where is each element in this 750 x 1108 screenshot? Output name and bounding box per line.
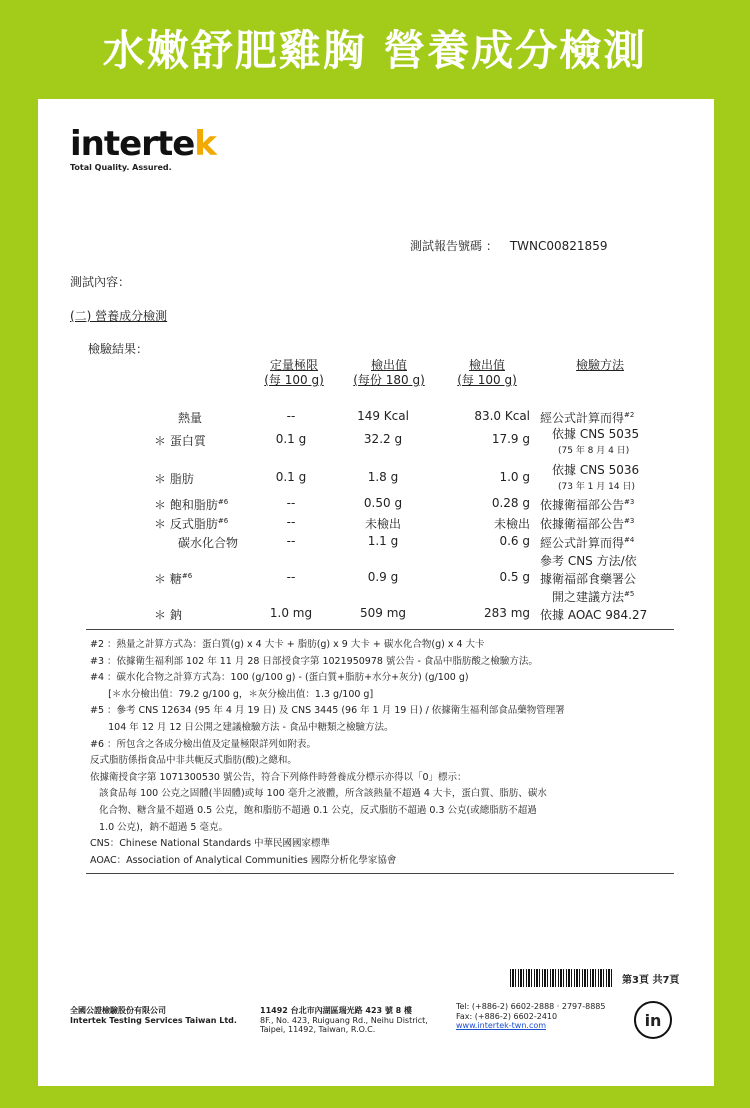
header-method: 檢驗方法: [575, 358, 624, 372]
row-transfat-limit: --: [286, 515, 296, 529]
address-line-1: 11492 台北市內湖區瑞光路 423 號 8 樓: [260, 1006, 413, 1015]
method-sugar-line3: 開之建議方法$^{\#5}$: [552, 590, 635, 604]
row-fat-limit: 0.1 g: [275, 470, 307, 484]
intertek-in-logo-icon: in: [634, 1001, 672, 1039]
row-sodium-serving: 509 mg: [359, 606, 407, 620]
note-2: #2 ：熱量之計算方式為：蛋白質(g) x 4 大卡 + 脂肪(g) x 9 大卡 + 碳水化合物(g) x 4 大卡: [90, 639, 485, 650]
row-fat-100g: 1.0 g: [499, 470, 530, 484]
page-indicator: 第3頁 共7頁: [622, 975, 680, 986]
method-sugar-line1: 參考 CNS 方法/依: [540, 554, 637, 568]
header-limit: 定量極限 (每 100 g): [264, 358, 324, 387]
contact-web-link[interactable]: www.intertek-twn.com: [456, 1021, 547, 1030]
row-sugar-100g: 0.5 g: [499, 570, 530, 584]
method-energy: 經公式計算而得$^{\#2}$: [540, 411, 635, 425]
note-5: #5 ：參考 CNS 12634 (95 年 4 月 19 日) 及 CNS 3445 (96 年 1 月 19 日) / 依據衛生福利部食品藥物管理署: [90, 705, 565, 717]
footer-contact: [456, 1002, 605, 1031]
contact-tel: Tel: (+886-2) 6602-2888 · 2797-8885: [456, 1002, 606, 1011]
note-6: #6 ：所包含之各成分檢出值及定量極限詳列如附表。: [90, 738, 317, 750]
footer-company: [70, 1006, 237, 1025]
footnotes: [90, 637, 660, 869]
row-fat-serving: 1.8 g: [367, 470, 399, 484]
row-transfat-name: ＊ 反式脂肪$^{\#6}$: [154, 517, 229, 531]
note-4: #4 ：碳水化合物之計算方式為：100 (g/100 g) - (蛋白質+脂肪+水分+灰分) (g/100 g): [90, 672, 469, 684]
row-sugar-serving: 0.9 g: [367, 570, 399, 584]
row-protein-serving: 32.2 g: [363, 432, 403, 446]
header-per-serving: 檢出值 (每份 180 g): [353, 358, 425, 387]
row-sodium-limit: 1.0 mg: [269, 606, 313, 620]
note-aoac: AOAC：Association of Analytical Communities 國際分析化學家協會: [90, 854, 397, 866]
row-sugar-name: ＊ 糖$^{\#6}$: [154, 572, 193, 586]
method-fat-date: (73 年 1 月 14 日): [558, 482, 635, 492]
logo-word-accent: k: [194, 124, 216, 164]
test-content-label: 測試內容：: [70, 275, 131, 289]
note-zero-condition-3: 1.0 公克)，鈉不超過 5 毫克。: [90, 821, 228, 833]
report-number-line: [410, 237, 607, 254]
row-energy-name: 熱量: [178, 411, 203, 425]
report-page: [38, 99, 714, 1086]
note-5-detail: 104 年 12 月 12 日公開之建議檢驗方法 - 食品中糖類之檢驗方法。: [90, 721, 394, 733]
report-number-label: 測試報告號碼 ：: [410, 239, 498, 253]
contact-fax: Fax: (+886-2) 6602-2410: [456, 1011, 558, 1021]
note-3: #3 ：依據衛生福利部 102 年 11 月 28 日部授食字第 1021950978 號公告 - 食品中脂肪酸之檢驗方法。: [90, 655, 538, 667]
company-name-zh: 全國公證檢驗股份有限公司: [70, 1006, 166, 1015]
method-fat: 依據 CNS 5036: [552, 463, 640, 477]
banner-title: 水嫩舒肥雞胸 營養成分檢測: [102, 25, 648, 75]
row-energy-serving: 149 Kcal: [357, 409, 409, 423]
note-4-detail: [＊水分檢出值：79.2 g/100 g，＊灰分檢出值：1.3 g/100 g]: [90, 688, 374, 700]
row-energy-100g: 83.0 Kcal: [474, 409, 530, 423]
note-zero-condition-1: 該食品每 100 公克之固體(半固體)或每 100 毫升之液體，所含該熱量不超過 4 大卡，蛋白質、脂肪、碳水: [90, 788, 547, 800]
method-satfat: 依據衛福部公告$^{\#3}$: [540, 498, 635, 512]
row-transfat-100g: 未檢出: [493, 517, 530, 531]
intertek-logo: [70, 124, 216, 172]
row-satfat-limit: --: [286, 496, 296, 510]
row-carb-serving: 1.1 g: [367, 534, 399, 548]
company-name-en: Intertek Testing Services Taiwan Ltd.: [70, 1015, 237, 1025]
note-cns: CNS：Chinese National Standards 中華民國國家標準: [90, 838, 331, 850]
method-sugar-line2: 據衛福部食藥署公: [540, 572, 637, 586]
section-title: (二) 營養成分檢測: [70, 309, 168, 323]
row-satfat-serving: 0.50 g: [363, 496, 403, 510]
divider-top: [86, 629, 674, 630]
note-zero-label: 依據衛授食字第 1071300530 號公告，符合下列條件時營養成分標示亦得以「0」標示：: [90, 771, 467, 783]
logo-word: interte: [70, 124, 195, 164]
title-banner: [0, 0, 750, 95]
results-label: 檢驗結果：: [88, 342, 149, 356]
row-carb-limit: --: [286, 534, 296, 548]
method-carb: 經公式計算而得$^{\#4}$: [540, 536, 635, 550]
row-sodium-name: ＊ 鈉: [154, 608, 182, 622]
report-number: TWNC00821859: [509, 239, 608, 253]
row-transfat-serving: 未檢出: [364, 517, 401, 531]
row-satfat-name: ＊ 飽和脂肪$^{\#6}$: [154, 498, 229, 512]
barcode: [510, 969, 612, 987]
row-fat-name: ＊ 脂肪: [154, 472, 194, 486]
row-energy-limit: --: [286, 409, 296, 423]
row-sugar-limit: --: [286, 570, 296, 584]
method-protein-date: (75 年 8 月 4 日): [558, 446, 630, 456]
row-protein-name: ＊ 蛋白質: [154, 434, 206, 448]
divider-bottom: [86, 873, 674, 874]
row-satfat-100g: 0.28 g: [491, 496, 530, 510]
address-line-3: Taipei, 11492, Taiwan, R.O.C.: [260, 1025, 376, 1034]
method-protein: 依據 CNS 5035: [552, 427, 640, 441]
row-carb-100g: 0.6 g: [499, 534, 530, 548]
note-zero-condition-2: 化合物、糖含量不超過 0.5 公克，飽和脂肪不超過 0.1 公克，反式脂肪不超過 0.3 公克(或總脂肪不超過: [90, 804, 537, 816]
method-sodium: 依據 AOAC 984.27: [540, 608, 648, 622]
note-trans-fat: 反式脂肪係指食品中非共軛反式脂肪(酸)之總和。: [90, 755, 297, 767]
row-carb-name: 碳水化合物: [178, 536, 239, 550]
footer-address: [260, 1006, 428, 1035]
row-protein-100g: 17.9 g: [491, 432, 530, 446]
address-line-2: 8F., No. 423, Ruiguang Rd., Neihu District,: [260, 1015, 428, 1025]
row-protein-limit: 0.1 g: [275, 432, 307, 446]
header-per-100g: 檢出值 (每 100 g): [457, 358, 517, 387]
row-sodium-100g: 283 mg: [483, 606, 530, 620]
logo-tagline: Total Quality. Assured.: [70, 163, 172, 172]
method-transfat: 依據衛福部公告$^{\#3}$: [540, 517, 635, 531]
